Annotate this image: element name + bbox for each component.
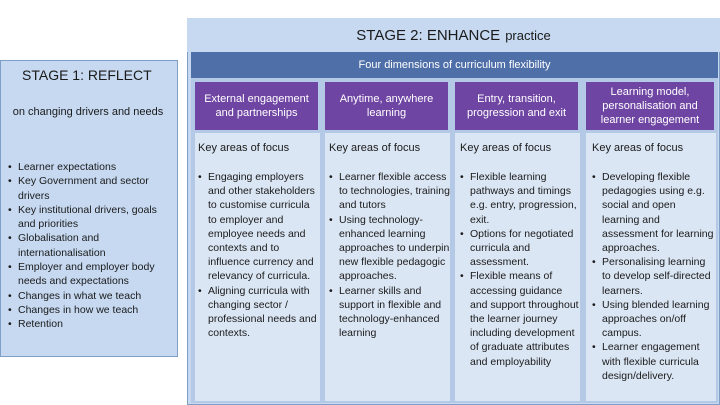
stage2-title	[187, 18, 720, 52]
focus-label: Key areas of focus	[460, 142, 552, 154]
stage1-subtitle: on changing drivers and needs	[12, 106, 164, 118]
list-item: • Flexible learning pathways and timings e.g. entry, progression, exit.	[460, 170, 581, 227]
list-item: • Options for negotiated curricula and assessment.	[460, 227, 581, 270]
dimension-header-learning-model: Learning model, personalisation and learner engagement	[586, 82, 714, 130]
list-item: • Changes in what we teach	[8, 289, 170, 303]
focus-label: Key areas of focus	[198, 142, 290, 154]
focus-list-entry-transition	[460, 170, 581, 369]
list-item: • Learner skills and support in flexible and technology-enhanced learning	[329, 284, 451, 341]
list-item: • Globalisation and internationalisation	[8, 231, 170, 260]
focus-list-anytime-anywhere	[329, 170, 451, 340]
list-item: • Aligning curricula with changing sector / professional needs and contexts.	[198, 284, 320, 341]
list-item: • Learner engagement with flexible curricula design/delivery.	[592, 340, 714, 383]
list-item: • Employer and employer body needs and expectations	[8, 260, 170, 289]
dimension-header-entry-transition: Entry, transition, progression and exit	[455, 82, 578, 130]
list-item: • Retention	[8, 317, 170, 331]
list-item: • Learner expectations	[8, 160, 170, 174]
list-item: • Engaging employers and other stakeholders to customise curricula to employer and employee needs and contexts and to influence currency and relevancy of curricula.	[198, 170, 320, 284]
focus-list-external-engagement	[198, 170, 320, 340]
stage1-title: STAGE 1: REFLECT	[22, 67, 152, 83]
focus-list-learning-model	[592, 170, 714, 383]
list-item: • Personalising learning to develop self-directed learners.	[592, 255, 714, 298]
stage1-drivers-list	[8, 160, 170, 332]
list-item: • Changes in how we teach	[8, 303, 170, 317]
list-item: • Developing flexible pedagogies using e.g. social and open learning and assessment for learning approaches.	[592, 170, 714, 255]
list-item: • Flexible means of accessing guidance and support throughout the learner journey including development of graduate attributes and employability	[460, 269, 581, 368]
dimensions-band: Four dimensions of curriculum flexibility	[191, 52, 718, 78]
focus-label: Key areas of focus	[329, 142, 421, 154]
stage2-title-small: practice	[505, 27, 551, 43]
stage2-title-main: STAGE 2: ENHANCE	[356, 26, 501, 44]
dimension-header-external-engagement: External engagement and partnerships	[195, 82, 318, 130]
list-item: • Key institutional drivers, goals and priorities	[8, 203, 170, 232]
list-item: • Using blended learning approaches on/off campus.	[592, 298, 714, 341]
list-item: • Using technology-enhanced learning approaches to underpin new flexible pedagogic approaches.	[329, 213, 451, 284]
dimension-header-anytime-anywhere: Anytime, anywhere learning	[325, 82, 448, 130]
focus-label: Key areas of focus	[592, 142, 684, 154]
list-item: • Learner flexible access to technologies, training and tutors	[329, 170, 451, 213]
list-item: • Key Government and sector drivers	[8, 174, 170, 203]
